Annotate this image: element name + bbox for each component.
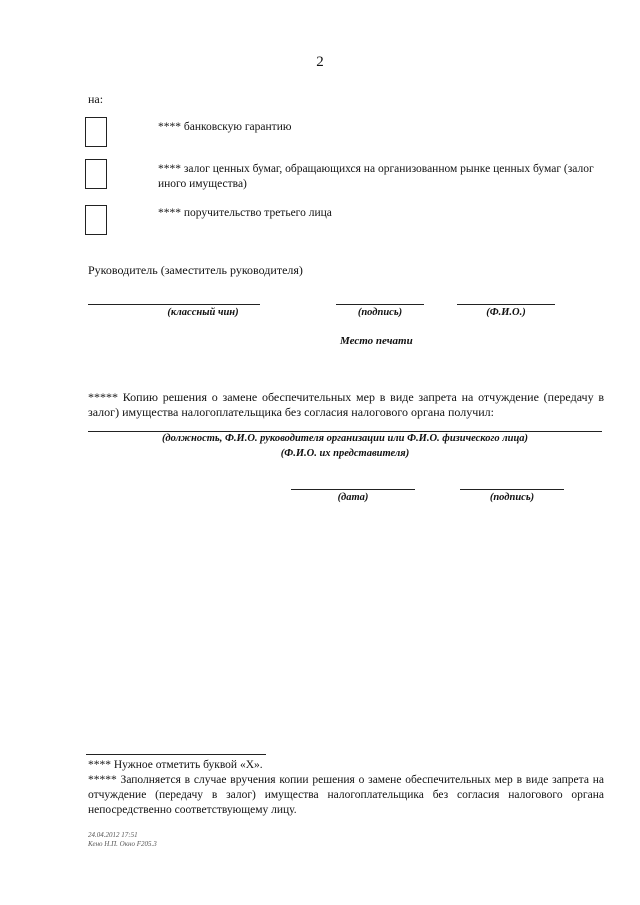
- date-caption: (дата): [337, 492, 369, 503]
- receiver-signature-line: [460, 489, 564, 490]
- option-securities-pledge: **** залог ценных бумаг, обращающихся на организованном рынке ценных бумаг (залог иного имущества): [158, 163, 594, 190]
- checkbox-securities-pledge[interactable]: [85, 159, 107, 189]
- footnote-1: **** Нужное отметить буквой «Х».: [88, 759, 263, 771]
- receipt-paragraph: ***** Копию решения о замене обеспечительных мер в виде запрета на отчуждение (передачу в залог) имущества налогоплательщика без согласия налогового органа получил:: [88, 390, 604, 419]
- receiver-caption-2: (Ф.И.О. их представителя): [280, 448, 410, 459]
- footnote-separator: [86, 754, 266, 755]
- date-line: [291, 489, 415, 490]
- rank-line: [88, 304, 260, 305]
- name-caption: (Ф.И.О.): [486, 307, 526, 318]
- receiver-caption-1: (должность, Ф.И.О. руководителя организации или Ф.И.О. физического лица): [161, 433, 529, 444]
- footnote-2: ***** Заполняется в случае вручения копии решения о замене обеспечительных мер в виде запрета на отчуждение (передачу в залог) имущества налогоплательщика без согласия налогового органа непосредственно соответствующему лицу.: [88, 774, 604, 816]
- manager-label: Руководитель (заместитель руководителя): [88, 263, 303, 277]
- receiver-line: [88, 431, 602, 432]
- print-meta-2: Кено Н.П. Окно F205.3: [88, 840, 157, 848]
- page-number: 2: [316, 54, 324, 70]
- option-bank-guarantee: **** банковскую гарантию: [158, 121, 292, 133]
- checkbox-bank-guarantee[interactable]: [85, 117, 107, 147]
- receiver-signature-caption: (подпись): [489, 492, 535, 503]
- option-third-party-surety: **** поручительство третьего лица: [158, 207, 332, 219]
- signature-caption: (подпись): [357, 307, 403, 318]
- intro-label: на:: [88, 92, 104, 106]
- rank-caption: (классный чин): [167, 307, 239, 318]
- print-meta-1: 24.04.2012 17:51: [88, 831, 138, 839]
- name-line: [457, 304, 555, 305]
- checkbox-third-party-surety[interactable]: [85, 205, 107, 235]
- signature-line: [336, 304, 424, 305]
- stamp-place-label: Место печати: [340, 335, 413, 347]
